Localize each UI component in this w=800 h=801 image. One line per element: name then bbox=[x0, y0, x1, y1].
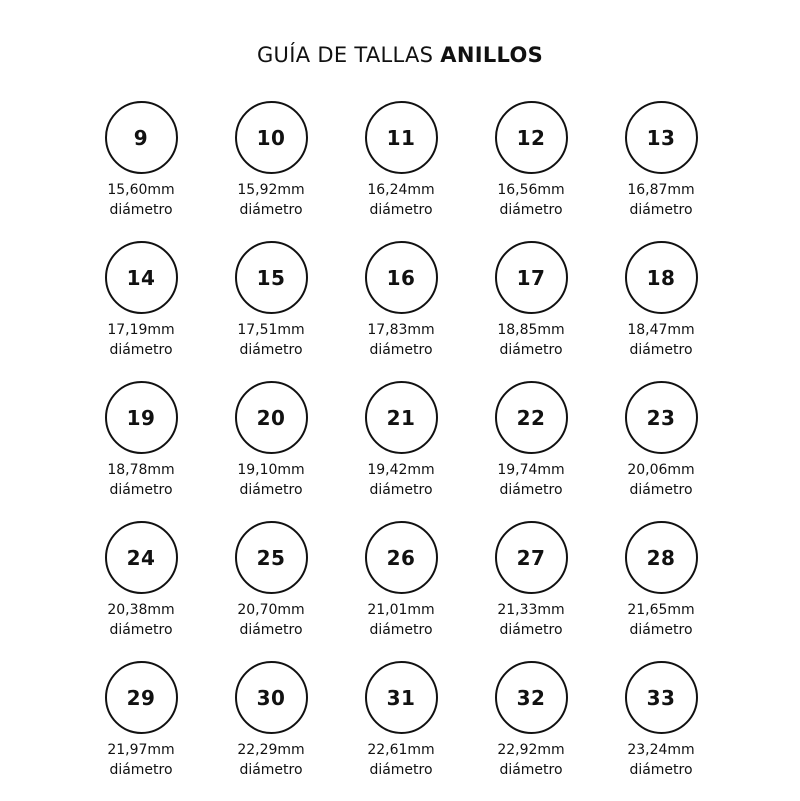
ring-size-number: 12 bbox=[516, 125, 546, 150]
ring-size-item bbox=[76, 101, 206, 241]
ring-size-number: 27 bbox=[516, 545, 546, 570]
ring-circle bbox=[235, 381, 308, 454]
ring-size-item bbox=[336, 381, 466, 521]
ring-circle bbox=[495, 521, 568, 594]
ring-diameter-value: 21,65mm bbox=[627, 602, 695, 618]
ring-size-number: 26 bbox=[386, 545, 416, 570]
ring-diameter-label: diámetro bbox=[369, 342, 433, 358]
ring-circle bbox=[625, 661, 698, 734]
ring-size-number: 21 bbox=[386, 405, 416, 430]
page-title-light: GUÍA DE TALLAS bbox=[256, 43, 434, 67]
ring-circle bbox=[625, 241, 698, 314]
ring-circle bbox=[495, 661, 568, 734]
ring-size-number: 30 bbox=[256, 685, 286, 710]
ring-size-number: 20 bbox=[256, 405, 286, 430]
ring-diameter-value: 19,10mm bbox=[237, 462, 305, 478]
ring-size-number: 33 bbox=[646, 685, 676, 710]
ring-size-number: 29 bbox=[126, 685, 156, 710]
ring-diameter-label: diámetro bbox=[629, 622, 693, 638]
ring-size-number: 32 bbox=[516, 685, 546, 710]
ring-diameter-value: 18,85mm bbox=[497, 322, 565, 338]
ring-circle bbox=[625, 521, 698, 594]
ring-size-item bbox=[596, 241, 726, 381]
ring-diameter-value: 15,60mm bbox=[107, 182, 175, 198]
ring-diameter-value: 20,70mm bbox=[237, 602, 305, 618]
ring-circle bbox=[235, 101, 308, 174]
ring-diameter-value: 21,01mm bbox=[367, 602, 435, 618]
ring-size-item bbox=[596, 521, 726, 661]
ring-size-item bbox=[336, 101, 466, 241]
ring-diameter-label: diámetro bbox=[629, 202, 693, 218]
ring-diameter-value: 16,24mm bbox=[367, 182, 435, 198]
ring-size-item bbox=[466, 661, 596, 801]
ring-diameter-value: 15,92mm bbox=[237, 182, 305, 198]
ring-diameter-value: 16,56mm bbox=[497, 182, 565, 198]
ring-diameter-value: 17,83mm bbox=[367, 322, 435, 338]
ring-size-number: 17 bbox=[516, 265, 546, 290]
ring-diameter-value: 18,78mm bbox=[107, 462, 175, 478]
ring-size-item bbox=[206, 521, 336, 661]
ring-diameter-label: diámetro bbox=[109, 622, 173, 638]
ring-diameter-label: diámetro bbox=[499, 202, 563, 218]
ring-diameter-label: diámetro bbox=[499, 762, 563, 778]
ring-circle bbox=[625, 381, 698, 454]
ring-circle bbox=[365, 661, 438, 734]
ring-circle bbox=[365, 521, 438, 594]
ring-size-number: 16 bbox=[386, 265, 416, 290]
ring-diameter-value: 20,38mm bbox=[107, 602, 175, 618]
ring-size-item bbox=[206, 101, 336, 241]
ring-size-item bbox=[596, 381, 726, 521]
ring-diameter-value: 22,61mm bbox=[367, 742, 435, 758]
ring-circle bbox=[495, 241, 568, 314]
ring-circle bbox=[365, 381, 438, 454]
ring-diameter-value: 23,24mm bbox=[627, 742, 695, 758]
ring-diameter-label: diámetro bbox=[629, 762, 693, 778]
ring-circle bbox=[235, 521, 308, 594]
ring-size-item bbox=[466, 521, 596, 661]
ring-diameter-value: 22,29mm bbox=[237, 742, 305, 758]
ring-circle bbox=[105, 101, 178, 174]
ring-size-item bbox=[76, 381, 206, 521]
ring-diameter-label: diámetro bbox=[629, 342, 693, 358]
ring-diameter-value: 19,74mm bbox=[497, 462, 565, 478]
ring-size-number: 15 bbox=[256, 265, 286, 290]
ring-size-number: 25 bbox=[256, 545, 286, 570]
ring-diameter-label: diámetro bbox=[499, 342, 563, 358]
ring-size-number: 9 bbox=[133, 125, 149, 150]
ring-diameter-label: diámetro bbox=[109, 202, 173, 218]
ring-size-item bbox=[206, 381, 336, 521]
ring-size-item bbox=[336, 521, 466, 661]
ring-size-item bbox=[76, 521, 206, 661]
ring-diameter-label: diámetro bbox=[369, 482, 433, 498]
ring-diameter-label: diámetro bbox=[239, 342, 303, 358]
page-title bbox=[0, 40, 800, 70]
ring-circle bbox=[105, 661, 178, 734]
ring-diameter-label: diámetro bbox=[239, 762, 303, 778]
ring-size-item bbox=[336, 661, 466, 801]
ring-size-number: 10 bbox=[256, 125, 286, 150]
ring-diameter-label: diámetro bbox=[239, 202, 303, 218]
ring-size-number: 23 bbox=[646, 405, 676, 430]
ring-diameter-value: 19,42mm bbox=[367, 462, 435, 478]
ring-diameter-value: 18,47mm bbox=[627, 322, 695, 338]
ring-circle bbox=[495, 101, 568, 174]
ring-circle bbox=[105, 521, 178, 594]
ring-size-item bbox=[466, 241, 596, 381]
ring-size-item bbox=[206, 241, 336, 381]
ring-diameter-label: diámetro bbox=[239, 622, 303, 638]
ring-circle bbox=[495, 381, 568, 454]
ring-diameter-label: diámetro bbox=[499, 622, 563, 638]
ring-diameter-value: 16,87mm bbox=[627, 182, 695, 198]
ring-diameter-label: diámetro bbox=[109, 342, 173, 358]
ring-diameter-label: diámetro bbox=[369, 762, 433, 778]
ring-size-item bbox=[596, 661, 726, 801]
ring-size-number: 24 bbox=[126, 545, 156, 570]
ring-size-grid bbox=[76, 101, 724, 801]
page-title-bold: ANILLOS bbox=[440, 43, 544, 67]
ring-diameter-label: diámetro bbox=[109, 482, 173, 498]
ring-diameter-value: 22,92mm bbox=[497, 742, 565, 758]
ring-circle bbox=[235, 661, 308, 734]
ring-diameter-label: diámetro bbox=[369, 622, 433, 638]
ring-diameter-label: diámetro bbox=[239, 482, 303, 498]
ring-size-item bbox=[466, 381, 596, 521]
ring-diameter-value: 21,33mm bbox=[497, 602, 565, 618]
ring-size-number: 28 bbox=[646, 545, 676, 570]
ring-circle bbox=[235, 241, 308, 314]
ring-size-number: 18 bbox=[646, 265, 676, 290]
ring-size-item bbox=[596, 101, 726, 241]
ring-size-number: 13 bbox=[646, 125, 676, 150]
ring-diameter-label: diámetro bbox=[629, 482, 693, 498]
ring-circle bbox=[105, 241, 178, 314]
ring-size-number: 19 bbox=[126, 405, 156, 430]
ring-size-number: 31 bbox=[386, 685, 416, 710]
ring-size-item bbox=[466, 101, 596, 241]
ring-diameter-label: diámetro bbox=[109, 762, 173, 778]
ring-size-item bbox=[76, 661, 206, 801]
ring-diameter-value: 20,06mm bbox=[627, 462, 695, 478]
ring-circle bbox=[365, 241, 438, 314]
ring-diameter-value: 17,51mm bbox=[237, 322, 305, 338]
ring-diameter-value: 21,97mm bbox=[107, 742, 175, 758]
ring-circle bbox=[105, 381, 178, 454]
ring-size-number: 14 bbox=[126, 265, 156, 290]
ring-diameter-label: diámetro bbox=[369, 202, 433, 218]
ring-size-number: 11 bbox=[386, 125, 416, 150]
ring-size-item bbox=[206, 661, 336, 801]
ring-size-item bbox=[336, 241, 466, 381]
ring-size-item bbox=[76, 241, 206, 381]
ring-circle bbox=[365, 101, 438, 174]
ring-diameter-label: diámetro bbox=[499, 482, 563, 498]
ring-diameter-value: 17,19mm bbox=[107, 322, 175, 338]
ring-size-number: 22 bbox=[516, 405, 546, 430]
ring-circle bbox=[625, 101, 698, 174]
